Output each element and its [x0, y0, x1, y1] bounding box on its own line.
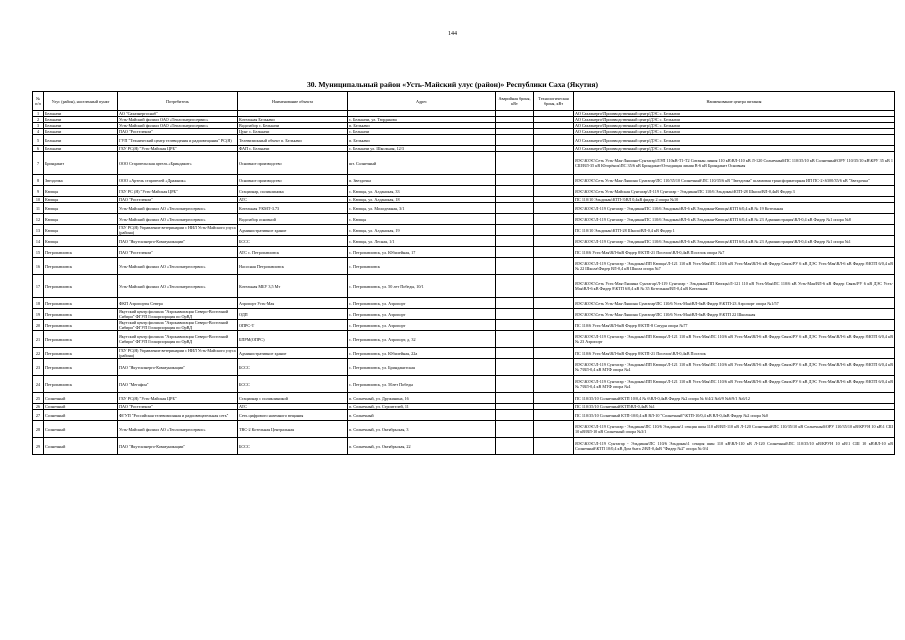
row-emergency-reserve [496, 236, 534, 247]
row-tech-reserve [534, 203, 574, 214]
row-power-center: ПС 110/6 Усть-Мая\ВЛ-6кВ Фидер 8\КТП-21 Поселок\ВЛ-0,4кВ Поселок [574, 348, 895, 359]
table-row [33, 135, 895, 146]
row-power-center: ЯЭС\ЮЭС\Сеть Усть-Майская Сунтагар\Л-119 Сунтагар - Эльдикан\ПС 110/6 Эльдикан\КТП-28 Школа\ВЛ-0,4кВ Фидер 3 [574, 186, 895, 197]
row-tech-reserve [534, 236, 574, 247]
row-address: с. Белькачи [348, 129, 496, 135]
row-address: п. Солнечный [348, 410, 496, 421]
table-row [33, 421, 895, 438]
row-district: Солнечный [44, 404, 118, 410]
row-power-center: АО Сахаэнерго\Производственный центр\ДЭС с. Белькачи [574, 146, 895, 152]
row-address: с. Кюпцы, ул. Алданская, 33 [348, 186, 496, 197]
row-emergency-reserve [496, 348, 534, 359]
table-row [33, 214, 895, 225]
row-number: 1 [33, 111, 44, 117]
row-object: Основное производство [238, 175, 348, 186]
row-district: Солнечный [44, 421, 118, 438]
table-row [33, 175, 895, 186]
row-emergency-reserve [496, 331, 534, 348]
table-row [33, 309, 895, 320]
table-row [33, 376, 895, 393]
table-row [33, 438, 895, 455]
row-number: 23 [33, 359, 44, 376]
row-district: Солнечный [44, 393, 118, 404]
row-tech-reserve [534, 331, 574, 348]
row-consumer: Якутский центр филиала "Аэронавигация Северо-Восточной Сибири" ФГУП Госкорпорация по ОрВД [118, 309, 238, 320]
row-number: 24 [33, 376, 44, 393]
row-tech-reserve [534, 152, 574, 175]
row-district: Белькачи [44, 111, 118, 117]
row-address: с. Петропавловск [348, 258, 496, 275]
row-district: Белькачи [44, 123, 118, 129]
row-power-center: ЯЭС\ЮЭС\Сеть Усть-Мая-Ляшина Сунтагар\ПС 110/6 Усть-Мая\ВЛ-6кВ Фидер 8\КТП 22 Школьная [574, 309, 895, 320]
row-object: Аэропорт Усть-Мая [238, 298, 348, 309]
row-district: Петропавловск [44, 359, 118, 376]
row-district: Петропавловск [44, 258, 118, 275]
row-district: Кюпцы [44, 186, 118, 197]
row-power-center: ЯЭС\ЮЭС\Сеть Усть-Мая-Ляшина Сунтагар\Л-119 Сунтагар - Эльдикан\ПП Кюпцы\Л-121 110 кВ Усть-Мая\ПС 110/6 кВ Усть-Мая\ВЛ-6 кВ Фидер Связь\РУ 6 кВ ДЭС Усть-Мая\ВЛ-6 кВ Фидер 8\КТП 6/0,4 кВ № 35 Котельная\ВЛ-0,4 кВ Котельная [574, 275, 895, 298]
table-row [33, 393, 895, 404]
row-address: с. Петропавловск, ул. Юбилейная, 17 [348, 247, 496, 258]
row-object: Котельная МБУ 3,5 Мт [238, 275, 348, 298]
row-emergency-reserve [496, 359, 534, 376]
row-consumer: Якутский центр филиала "Аэронавигация Северо-Восточной Сибири" ФГУП Госкорпорация по ОрВД [118, 320, 238, 331]
row-consumer: Усть-Майский филиал АО «Теплоэнергосервис» [118, 275, 238, 298]
row-district: Белькачи [44, 129, 118, 135]
row-number: 22 [33, 348, 44, 359]
row-number: 12 [33, 214, 44, 225]
table-row [33, 298, 895, 309]
row-emergency-reserve [496, 298, 534, 309]
row-emergency-reserve [496, 438, 534, 455]
table-row [33, 275, 895, 298]
row-consumer: ПАО "Ростелеком" [118, 247, 238, 258]
row-tech-reserve [534, 309, 574, 320]
row-consumer: ФКП Аэропорты Севера [118, 298, 238, 309]
row-emergency-reserve [496, 275, 534, 298]
row-district: Бриндакит [44, 152, 118, 175]
row-address: с. Петропавловск, ул. 50 лет Победы, 10/1 [348, 275, 496, 298]
row-power-center: ПС 110/10 Эльдикан\КТП-3\ВЛ 0,4кВ фидер 2 опора №10 [574, 197, 895, 203]
row-number: 27 [33, 410, 44, 421]
column-header-number: № п/п [33, 92, 44, 111]
row-consumer: ООО Старательская артель «Бриндакит» [118, 152, 238, 175]
row-power-center: ПС 110/35/10 Солнечный\КТП 10/0,4 № 6\ВЛ-0,4кВ Фидер №2 опора № 6/4/2 №6/9 №6/9/1 №6/12 [574, 393, 895, 404]
row-tech-reserve [534, 247, 574, 258]
row-number: 3 [33, 123, 44, 129]
row-power-center: ЯЭС\ЮЭС\Л-119 Сунтагар - Эльдикан\ПС 110/6 Эльдикан\1 секция шин 110 кВ\ВЛ-110 кВ Л-120 Солнечный\ПС 110/35/10 кВ Солнечный\ОРУ 110/35/10 кВ\КРУН 10 кВ\1 СШ 10 кВ\ВЛ-10 кВ Солнечный опора №3/1 [574, 421, 895, 438]
row-object: Насосная Петропавловск [238, 258, 348, 275]
row-consumer: ПАО "Якутскэнерго-Коммуникации" [118, 359, 238, 376]
row-emergency-reserve [496, 135, 534, 146]
row-consumer: ПАО "Мегафон" [118, 376, 238, 393]
row-power-center: ЯЭС\ЮЭС\Л-119 Сунтагар - Эльдикан\ПП Кюпцы\Л-121 110 кВ Усть-Мая\ПС 110/6 кВ Усть-Мая\ВЛ-6 кВ Фидер Связь\РУ 6 кВ ДЭС Усть-Мая\ВЛ-6 кВ Фидер 8\КТП 6/0,4 кВ № 7\ВЛ-0,4 кВ МТФ опора №4 [574, 376, 895, 393]
row-power-center: ЯЭС\ЮЭС\Сеть Усть-Мая-Ляшина Сунтагар\ПС 110/6 Усть-Мая\ВЛ-6кВ Фидер 8\КТП-23 Аэропорт опора №1/57 [574, 298, 895, 309]
row-district: Солнечный [44, 410, 118, 421]
row-object: Котельная УКМТ-3.73 [238, 203, 348, 214]
row-object: Административное здание [238, 348, 348, 359]
row-power-center: ЯЭС\ЮЭС\Сеть Усть-Мая-Ляшина Сунтагар\ПС 110/35/10 Солнечный\ПС 110/35/6 кВ "Звездочка" шламовая трансформаторная ИП ПС-2×6300/35/6 кВ "Звездочка" [574, 175, 895, 186]
row-object: Телевизионный объект п. Белькачи [238, 135, 348, 146]
row-object: Водозабор с. Белькачи [238, 123, 348, 129]
row-address: с. Петропавловск, ул. Аэропорт [348, 320, 496, 331]
row-power-center: ПС 110/35/10 Солнечный КТП-10/0,4 кВ ВЛ-10 "Солнечный"\КТП-10/0,4 кВ ВЛ-0,4кВ Фидер №2 опора №0 [574, 410, 895, 421]
row-tech-reserve [534, 275, 574, 298]
row-emergency-reserve [496, 214, 534, 225]
row-number: 15 [33, 247, 44, 258]
row-consumer: ГУП "Технический центр телевидения и радиовещания" РС(Я) [118, 135, 238, 146]
row-emergency-reserve [496, 186, 534, 197]
row-consumer: Усть-Майский филиал ОАО «Теплоэнергосервис» [118, 117, 238, 123]
row-number: 5 [33, 135, 44, 146]
row-address: с. Петропавловск, ул. Аэропорт [348, 298, 496, 309]
table-header [33, 92, 895, 111]
row-object: БССС [238, 236, 348, 247]
row-power-center: АО Сахаэнерго\Производственный центр\ДЭС с. Белькачи [574, 129, 895, 135]
row-number: 11 [33, 203, 44, 214]
row-power-center: ЯЭС\ЮЭС\Л-119 Сунтагар - Эльдикан\ПС 110/6 Эльдикан\ВЛ-6 кВ Эльдикан-Кюпцы\КТП 6/0,4 кВ № 19 Котельная [574, 203, 895, 214]
row-power-center: ЯЭС\ЮЭС\Л-119 Сунтагар - Эльдикан\ПП Кюпцы\Л-121 110 кВ Усть-Мая\ПС 110/6 кВ Усть-Мая\ВЛ-6 кВ Фидер Связь\РУ 6 кВ ДЭС Усть-Мая\ВЛ-6 кВ Фидер 8\КТП 6/0,4 кВ № 23 Аэропорт [574, 331, 895, 348]
row-number: 13 [33, 225, 44, 236]
row-number: 20 [33, 320, 44, 331]
row-consumer: ООО «Артель старателей «Дражник» [118, 175, 238, 186]
row-tech-reserve [534, 359, 574, 376]
document-title: 30. Муниципальный район «Усть-Майский улус (район)» Республики Саха (Якутия) [306, 80, 599, 89]
row-emergency-reserve [496, 393, 534, 404]
row-tech-reserve [534, 320, 574, 331]
row-object: БССС [238, 376, 348, 393]
row-tech-reserve [534, 410, 574, 421]
row-emergency-reserve [496, 376, 534, 393]
row-district: Белькачи [44, 117, 118, 123]
row-object: АТС [238, 404, 348, 410]
row-emergency-reserve [496, 309, 534, 320]
row-address: п. Белькачи [348, 135, 496, 146]
column-header-emergency-reserve: Аварийная броня, кВт [496, 92, 534, 111]
row-consumer: Усть-Майский филиал АО «Теплоэнергосервис» [118, 203, 238, 214]
row-tech-reserve [534, 225, 574, 236]
row-district: Кюпцы [44, 197, 118, 203]
consumers-table [32, 91, 895, 455]
row-power-center: ЯЭС\ЮЭС\Л-119 Сунтагар - Эльдикан\ПП Кюпцы\Л-121 110 кВ Усть-Мая\ПС 110/6 кВ Усть-Мая\ВЛ-6 кВ Фидер Связь\РУ 6 кВ ДЭС Усть-Мая\ВЛ-6 кВ Фидер 8\КТП 6/0,4 кВ № 22 Школа\Фидер ВЛ-0,4 кВ Школа опора №7 [574, 258, 895, 275]
row-number: 7 [33, 152, 44, 175]
row-emergency-reserve [496, 175, 534, 186]
row-address: п. Солнечный, ул. Октябрьская, 3 [348, 421, 496, 438]
row-number: 14 [33, 236, 44, 247]
row-district: Кюпцы [44, 203, 118, 214]
row-tech-reserve [534, 186, 574, 197]
table-row [33, 247, 895, 258]
row-emergency-reserve [496, 203, 534, 214]
row-consumer: ГБУ РС(Я) "Усть-Майская ЦРБ" [118, 146, 238, 152]
table-row [33, 331, 895, 348]
row-object: Водозабор основной [238, 214, 348, 225]
row-number: 10 [33, 197, 44, 203]
row-power-center: ПС 110/10 Эльдикан\КТП-28 Школа\ВЛ-0,4 кВ Фидер 1 [574, 225, 895, 236]
row-consumer: ПАО "Якутскэнерго-Коммуникации" [118, 236, 238, 247]
row-tech-reserve [534, 348, 574, 359]
page-number: 144 [448, 31, 457, 37]
row-consumer: Усть-Майский филиал ОАО «Теплоэнергосервис» [118, 123, 238, 129]
row-number: 29 [33, 438, 44, 455]
row-object: Стационар с поликлиникой [238, 393, 348, 404]
row-tech-reserve [534, 258, 574, 275]
row-power-center: ЯЭС\ЮЭС\Л-119 Сунтагар - Эльдикан\ПП Кюпцы\Л-121 110 кВ Усть-Мая\ПС 110/6 кВ Усть-Мая\ВЛ-6 кВ Фидер Связь\РУ 6 кВ ДЭС Усть-Мая\ВЛ-6 кВ Фидер 8\КТП 6/0,4 кВ № 7\ВЛ-0,4 кВ МТФ опора №4 [574, 359, 895, 376]
row-address: с. Кюпцы, ул. Алданская, 19 [348, 225, 496, 236]
row-address: шт. Солнечный [348, 152, 496, 175]
row-address: с. Белькачи ул. Школьная, 12/3 [348, 146, 496, 152]
row-tech-reserve [534, 393, 574, 404]
row-object: БССС [238, 359, 348, 376]
row-tech-reserve [534, 298, 574, 309]
row-address: п. Солнечный, ул. Дружинина, 16 [348, 393, 496, 404]
row-power-center: ПС 110/6 Усть-Мая\ВЛ-6кВ Фидер 8\КТП-21 Поселок\ВЛ-0,4кВ Поселок опора №7 [574, 247, 895, 258]
row-consumer: Усть-Майский филиал АО «Теплоэнергосервис» [118, 258, 238, 275]
row-address: с. Кюпцы, ул. Алданская, 18 [348, 197, 496, 203]
row-emergency-reserve [496, 225, 534, 236]
row-number: 25 [33, 393, 44, 404]
row-consumer: ПАО "Ростелеком" [118, 129, 238, 135]
row-number: 9 [33, 186, 44, 197]
row-district: Белькачи [44, 146, 118, 152]
row-consumer: ПАО "Ростелеком" [118, 197, 238, 203]
column-header-technological-reserve: Технологическая броня, кВт [534, 92, 574, 111]
row-emergency-reserve [496, 410, 534, 421]
row-tech-reserve [534, 376, 574, 393]
row-address: с. Кюпцы [348, 214, 496, 225]
row-address: с. Белькачи, ул. Тюрдякова [348, 117, 496, 123]
row-number: 26 [33, 404, 44, 410]
table-row [33, 258, 895, 275]
row-object: БПРМ(ОПРС) [238, 331, 348, 348]
row-district: Кюпцы [44, 236, 118, 247]
row-tech-reserve [534, 175, 574, 186]
row-number: 17 [33, 275, 44, 298]
table-row [33, 236, 895, 247]
row-emergency-reserve [496, 258, 534, 275]
row-address: с. Петропавловск, ул. 50лет Победы [348, 376, 496, 393]
row-district: Кюпцы [44, 214, 118, 225]
row-power-center: АО Сахаэнерго\Производственный центр\ДЭС с. Белькачи [574, 117, 895, 123]
row-power-center: АО Сахаэнерго\Производственный центр\ДЭС с. Белькачи [574, 111, 895, 117]
row-district: Звездочка [44, 175, 118, 186]
column-header-object: Наименование объекта [238, 92, 348, 111]
row-consumer: Якутский центр филиала "Аэронавигация Северо-Восточной Сибири" ФГУП Госкорпорация по ОрВД [118, 331, 238, 348]
table-body [33, 111, 895, 455]
row-tech-reserve [534, 438, 574, 455]
row-district: Петропавловск [44, 309, 118, 320]
table-row [33, 410, 895, 421]
row-consumer: ГБУ РС(Я) Управление ветеринарии с НИЛ Усть-Майского улуса (района) [119, 225, 236, 235]
row-district: Солнечный [44, 438, 118, 455]
row-power-center: ЯЭС\ЮЭС\Сеть Усть-Мая-Ляшина-Сунтагар\ЛЭП 110кВ-Т1-Т2 Ситакан линия 110 кВ\ВЛ-110 кВ Л-120 Солнечный\ПС 110/35/10 кВ Солнечный\ОРУ 110/35/10 кВ\КРУ 35 кВ 1 СШ\ВЛ-35 кВ Югорёнок\ПС 35/6 кВ Бриндакит\Отходящая линия В-6 кВ Бриндакит Основная [574, 152, 895, 175]
row-consumer: ГБУ РС(Я) Управление ветеринарии с НИЛ Усть-Майского улуса (района) [119, 348, 236, 358]
row-address: с. Петропавловск, ул. Бриндакитская [348, 359, 496, 376]
row-object: Цунг с. Белькачи [238, 129, 348, 135]
row-power-center: ЯЭС\ЮЭС\Л-119 Сунтагар - Эльдикан\ПС 110/6 Эльдикан\1 секция шин 110 кВ\ВЛ-110 кВ Л-120 Солнечный\ПС 110/35/10 кВ\КРУН 10 кВ\1 СШ 10 кВ\ВЛ-10 кВ Солнечный\КТП 10/0,4 кВ Дом быта 2\ВЛ-0,4кВ "Фидер №2" опора № 0/4 [574, 438, 895, 455]
row-number: 19 [33, 309, 44, 320]
row-consumer: АО "Сахаэнергоснаб" [118, 111, 238, 117]
row-number: 2 [33, 117, 44, 123]
row-emergency-reserve [496, 247, 534, 258]
row-address: п. Солнечный, ул. Октябрьская, 22 [348, 438, 496, 455]
row-consumer: Усть-Майский филиал АО «Теплоэнергосервис» [118, 214, 238, 225]
table-row [33, 359, 895, 376]
row-consumer: ФГУП "Российская телевизионная и радиовещательная сеть" [118, 410, 238, 421]
row-consumer: ПАО "Якутскэнерго-Коммуникации" [118, 438, 238, 455]
table-row [33, 186, 895, 197]
row-consumer: ГБУ РС(Я) "Усть-Майская ЦРБ" [118, 393, 238, 404]
column-header-district: Улус (район), населенный пункт [44, 92, 118, 111]
table-row [33, 348, 895, 359]
row-district: Петропавловск [44, 275, 118, 298]
row-district: Белькачи [44, 135, 118, 146]
row-number: 8 [33, 175, 44, 186]
table-row [33, 225, 895, 236]
row-power-center: АО Сахаэнерго\Производственный центр\ДЭС с. Белькачи [574, 135, 895, 146]
row-address: п. Белькачи [348, 123, 496, 129]
row-tech-reserve [534, 135, 574, 146]
row-number: 6 [33, 146, 44, 152]
table-row [33, 203, 895, 214]
row-object: Сеть цифрового наземного вещания [238, 410, 348, 421]
column-header-address: Адрес [348, 92, 496, 111]
row-power-center: АО Сахаэнерго\Производственный центр\ДЭС с. Белькачи [574, 123, 895, 129]
row-district: Петропавловск [44, 331, 118, 348]
row-object: Котельная Белькачи [238, 117, 348, 123]
row-tech-reserve [534, 421, 574, 438]
table-row [33, 320, 895, 331]
row-number: 18 [33, 298, 44, 309]
row-object: Основное производство [238, 152, 348, 175]
row-power-center: ПС 110/35/10 Солнечный\КТП\ВЛ-0,4кВ №1 [574, 404, 895, 410]
column-header-power-center: Наименование центра питания [574, 92, 895, 111]
row-tech-reserve [534, 214, 574, 225]
row-number: 28 [33, 421, 44, 438]
row-district: Петропавловск [44, 348, 118, 359]
row-emergency-reserve [496, 421, 534, 438]
row-district: Петропавловск [44, 247, 118, 258]
row-address: п. Звездочка [348, 175, 496, 186]
row-object: ОПРС-Т [238, 320, 348, 331]
row-object: ФАП с. Белькачи [238, 146, 348, 152]
row-power-center: ЯЭС\ЮЭС\Л-119 Сунтагар - Эльдикан\ПС 110/6 Эльдикан\ВЛ-6 кВ Эльдикан-Кюпцы\КТП 6/0,4 кВ № 23 Администрация\ВЛ-0,4 кВ Фидер №1 опора №8 [574, 214, 895, 225]
row-number: 4 [33, 129, 44, 135]
row-emergency-reserve [496, 152, 534, 175]
row-address: с. Петропавловск, ул. Аэропорт, д. 32 [348, 331, 496, 348]
row-consumer: Усть-Майский филиал АО «Теплоэнергосервис» [118, 421, 238, 438]
row-address: с. Петропавловск, ул. Аэропорт [348, 309, 496, 320]
row-object: ОДП [238, 309, 348, 320]
row-object: Административное здание [238, 225, 348, 236]
column-header-consumer: Потребитель [118, 92, 238, 111]
row-object: АТС [238, 197, 348, 203]
row-district: Петропавловск [44, 376, 118, 393]
table-row [33, 152, 895, 175]
row-object: ТВС-2 Котельная Центральная [238, 421, 348, 438]
row-number: 21 [33, 331, 44, 348]
row-address: с. Кюпцы, ул. Лесная, 1/1 [348, 236, 496, 247]
row-object: БССС [238, 438, 348, 455]
row-object: АТС с. Петропавловск [238, 247, 348, 258]
row-power-center: ПС 110/6 Усть-Мая\ВЛ-6кВ Фидер 8\КТП-8 Сатурн опора №77 [574, 320, 895, 331]
row-address: с. Кюпцы, ул. Молодежная, 3/1 [348, 203, 496, 214]
row-address: с. Петропавловск, ул. Юбилейная, 22а [348, 348, 496, 359]
row-number: 16 [33, 258, 44, 275]
row-consumer: ПАО "Ростелеком" [118, 404, 238, 410]
row-emergency-reserve [496, 320, 534, 331]
row-consumer: ГБУ РС (Я) "Усть-Майская ЦРБ" [118, 186, 238, 197]
row-district: Кюпцы [44, 225, 118, 236]
row-power-center: ЯЭС\ЮЭС\Л-119 Сунтагар - Эльдикан\ПС 110/6 Эльдикан\ВЛ-6 кВ Эльдикан-Кюпцы\КТП 6/0,4 кВ № 23 Администрация\ВЛ-0,4 кВ Фидер №1 опора №1 [574, 236, 895, 247]
row-district: Петропавловск [44, 298, 118, 309]
row-object: Стационар, поликлиника [238, 186, 348, 197]
row-address: п. Солнечный, ул. Строителей, 11 [348, 404, 496, 410]
row-district: Петропавловск [44, 320, 118, 331]
